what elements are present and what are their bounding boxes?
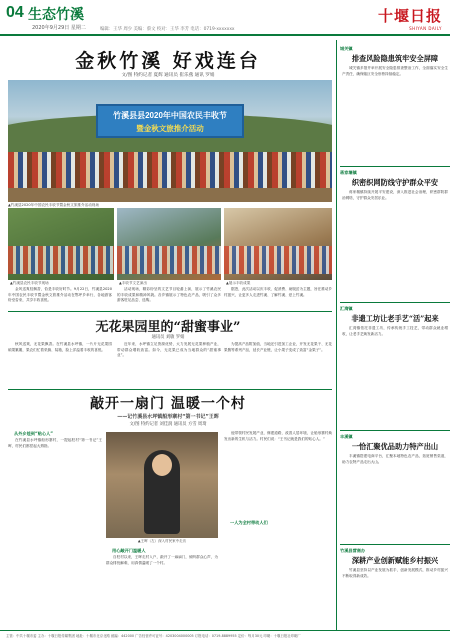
story2-text-col-3 bbox=[224, 342, 332, 386]
masthead bbox=[0, 0, 450, 36]
story2-byline: 通讯员 刘敏 罗娟 bbox=[151, 335, 185, 340]
photo-middle-caption: ▲丰收节文艺演出 bbox=[119, 281, 147, 285]
divider bbox=[8, 311, 332, 312]
issue-date: 2020年9月29日 星期二 bbox=[32, 25, 86, 31]
story3-paragraph: 他带领村民发展产业，修建道路，改善人居环境，让船形寨村焕发出新的生机与活力。村民们说：“王书记就是我们的贴心人。” bbox=[224, 431, 332, 441]
banner-line-1: 竹溪县县2020年中国农民丰收节 bbox=[113, 111, 227, 120]
divider bbox=[340, 302, 450, 303]
photo-left bbox=[8, 208, 114, 280]
sidebar-text bbox=[342, 66, 448, 166]
story3-photo bbox=[106, 432, 218, 538]
event-banner bbox=[96, 104, 244, 138]
sidebar-paragraph: 蒋家堰镇持续开展平安建设，深入推进社会治理，织密群防群治网络，守护群众安居乐业。 bbox=[342, 190, 448, 200]
sidebar-text bbox=[342, 190, 448, 302]
sidebar-kicker: 蒋家堰镇 bbox=[340, 170, 357, 175]
sidebar-headline: 织密织网防线守护群众平安 bbox=[351, 178, 439, 187]
lead-photo-caption: ▲竹溪县2020年中国农民丰收节暨金秋文旅推介活动现场 bbox=[8, 203, 99, 207]
photo-right-caption: ▲展示丰收成果 bbox=[226, 281, 251, 285]
story3-text-col-2 bbox=[106, 555, 218, 619]
column-divider bbox=[336, 40, 337, 630]
story3-text-col-3 bbox=[224, 431, 332, 619]
sidebar-paragraph: 城关镇多措并举开展安全隐患排查整治工作，全面落实安全生产责任，确保辖区安全形势持续稳定。 bbox=[342, 66, 448, 76]
editor-meta: 编辑：王华 周少 美编：蔡文 校对：王华 李芳 电话：0719-xxxxxxx bbox=[100, 27, 235, 32]
sidebar-kicker: 丰溪镇 bbox=[340, 434, 353, 439]
newspaper-brand bbox=[378, 5, 442, 31]
photo-right bbox=[224, 208, 332, 280]
lead-paragraph: 据悉，此次活动以庆丰收、促消费、助脱贫为主题，旨在推动乡村振兴，让更多人走进竹溪、了解竹溪、爱上竹溪。 bbox=[224, 287, 332, 297]
sidebar-text bbox=[342, 454, 448, 544]
page-number: 04 bbox=[6, 4, 24, 21]
sidebar-kicker: 汇湾镇 bbox=[340, 306, 353, 311]
lead-paragraph: 金风送爽桂飘香，恰是丰收好时节。9月22日，竹溪县2020年中国农民丰收节暨金秋文旅推介活动在鄂坪乡举行，各地游客纷至沓来，共享丰收喜悦。 bbox=[8, 287, 112, 303]
story3-subhead-3: 一人为全村带动人们 bbox=[230, 520, 268, 525]
sidebar-paragraph: 汇湾镇依托非遗工坊，传承传统手工技艺，带动群众就业增收，让老手艺焕发新活力。 bbox=[342, 326, 448, 336]
story3-subhead-1: 从外乡娃到“贴心人” bbox=[14, 431, 54, 436]
divider bbox=[8, 389, 332, 390]
story3-byline: 文/图 特约记者 刘佳润 通讯员 方雪 周琦 bbox=[129, 422, 207, 427]
photo-middle bbox=[117, 208, 221, 280]
newspaper-logo: 十堰日报 bbox=[377, 7, 442, 25]
sidebar bbox=[340, 40, 450, 632]
lead-paragraph: 活动现场，精彩纷呈的文艺节目轮番上演，展示了竹溪农民的丰收成果和精神风貌。各乡镇展示了特色农产品，吸引了众多游客驻足品尝、选购。 bbox=[117, 287, 221, 303]
sidebar-paragraph: 竹溪县坚持以产业发展为抓手，创新发展模式，推动乡村振兴不断取得新成效。 bbox=[342, 568, 448, 578]
story3-photo-caption: ▲王晖（左）深入村民家中走访 bbox=[137, 539, 187, 543]
lead-headline: 金秋竹溪 好戏连台 bbox=[75, 50, 261, 72]
sidebar-kicker: 竹溪县营商办 bbox=[340, 548, 366, 553]
sidebar-headline: 深耕产业创新赋能乡村振兴 bbox=[351, 556, 439, 565]
story3-paragraph: 自驻村以来，王晖走村入户，敲开了一扇扇门，倾听群众心声，为群众排忧解难，用真情温暖了一个村。 bbox=[106, 555, 218, 565]
footer: 主管：中共十堰市委 主办：十堰日报传媒集团 地址：十堰市北京北路 邮编：442000 广告经营许可证号：4203004000005 订报电话：0719-8889955 定价：每月30元 印刷：十堰日报社印刷厂 bbox=[0, 630, 450, 640]
story2-paragraph: 为提高产品附加值，当地还引进加工企业，开发无花果干、无花果酱等系列产品，延长产业链，让小果子变成了致富“金果子”。 bbox=[224, 342, 332, 352]
story3-paragraph: 在竹溪县水坪镇船形寨村，一提起驻村“第一书记”王晖，村民们都竖起大拇指。 bbox=[8, 438, 102, 448]
divider bbox=[340, 430, 450, 431]
lead-byline: 文/图 特约记者 夏辉 通讯员 崔乐燕 通讯 罗娟 bbox=[121, 73, 215, 78]
lead-text-col-2 bbox=[117, 287, 221, 309]
sidebar-headline: 排查风险隐患筑牢安全屏障 bbox=[351, 54, 439, 63]
lead-text-col-1 bbox=[8, 287, 112, 309]
story2-paragraph: 近年来，水坪镇立足资源优势，大力发展无花果种植产业，带动群众增收致富。如今，无花果已成为当地群众的“甜蜜事业”。 bbox=[117, 342, 221, 358]
sidebar-headline: 一恰汇聚优品助力特产出山 bbox=[351, 442, 439, 451]
sidebar-headline: 非遗工坊让老手艺“活”起来 bbox=[351, 314, 439, 323]
story2-paragraph: 秋风送爽，无花果飘香。在竹溪县水坪镇，一片片无花果园硕果累累，果农们忙着采摘、装箱，脸上洋溢着丰收的喜悦。 bbox=[8, 342, 112, 352]
story2-text-col-1 bbox=[8, 342, 112, 386]
banner-line-2: 暨金秋文旅推介活动 bbox=[136, 124, 204, 133]
story2-text-col-2 bbox=[117, 342, 221, 386]
story3-headline: 敲开一扇门 温暖一个村 bbox=[90, 396, 246, 412]
photo-left-caption: ▲竹溪县农民丰收节现场 bbox=[10, 281, 49, 285]
sidebar-text bbox=[342, 326, 448, 430]
newspaper-logo-sub: SHIYAN DAILY bbox=[409, 26, 442, 31]
lead-text-col-3 bbox=[224, 287, 332, 309]
story2-headline: 无花果园里的“甜蜜事业” bbox=[95, 320, 241, 335]
sidebar-paragraph: 丰溪镇搭建电商平台，汇聚本地特色农产品，拓宽销售渠道，助力农特产品走出大山。 bbox=[342, 454, 448, 464]
section-title: 生态竹溪 bbox=[28, 6, 84, 22]
story3-subtitle: ——记竹溪县水坪镇船形寨村“第一书记”王晖 bbox=[117, 414, 219, 420]
story3-subhead-2: 用心敲开门温暖人 bbox=[112, 548, 146, 553]
sidebar-text bbox=[342, 568, 448, 628]
divider bbox=[340, 166, 450, 167]
divider bbox=[340, 544, 450, 545]
lead-photo bbox=[8, 80, 332, 202]
story3-text-col-1 bbox=[8, 438, 102, 618]
sidebar-kicker: 城关镇 bbox=[340, 46, 353, 51]
